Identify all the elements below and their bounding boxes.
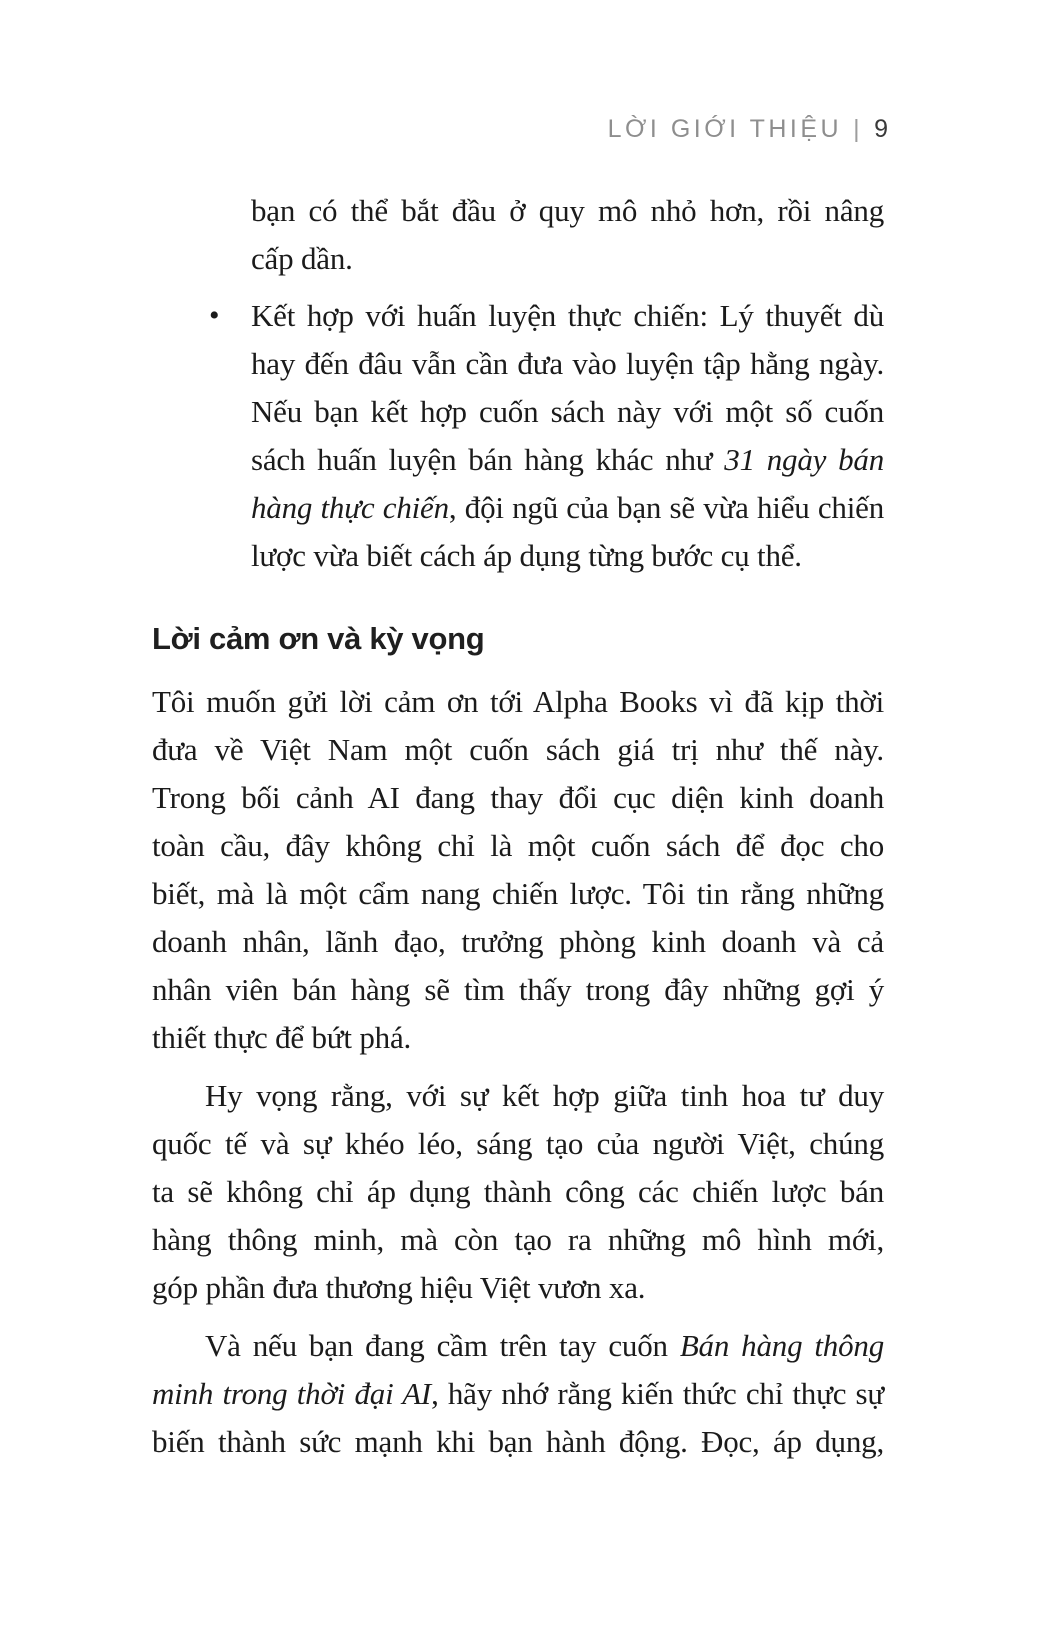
text-line — [251, 340, 884, 388]
text-line — [152, 918, 884, 966]
bullet-icon: • — [209, 299, 220, 332]
text-line — [152, 1322, 884, 1370]
text-line — [251, 436, 884, 484]
text-segment: Nếu bạn kết hợp cuốn sách này với một số cuốn — [251, 394, 884, 429]
text-segment: biến thành sức mạnh khi bạn hành động. Đọc, áp dụng, — [152, 1424, 884, 1459]
italic-text-segment: minh trong thời đại AI — [152, 1376, 432, 1411]
text-line — [152, 870, 884, 918]
italic-text-segment: 31 ngày bán — [724, 442, 884, 477]
text-line — [152, 1216, 884, 1264]
text-segment: Trong bối cảnh AI đang thay đổi cục diện kinh doanh — [152, 780, 884, 815]
paragraph-hope — [152, 1072, 884, 1312]
paragraph-closing — [152, 1322, 884, 1466]
text-line — [152, 822, 884, 870]
page-text-column — [152, 187, 884, 1466]
bullet-item-text — [251, 292, 884, 580]
text-line — [152, 1264, 884, 1312]
text-line — [152, 1370, 884, 1418]
text-line — [251, 187, 884, 235]
text-line — [152, 966, 884, 1014]
text-segment: lược vừa biết cách áp dụng từng bước cụ thể. — [251, 538, 802, 573]
text-line — [152, 1418, 884, 1466]
text-segment: doanh nhân, lãnh đạo, trưởng phòng kinh doanh và cả — [152, 924, 884, 959]
header-separator-bar: | — [853, 115, 864, 143]
text-segment: nhân viên bán hàng sẽ tìm thấy trong đây những gợi ý — [152, 972, 884, 1007]
text-line — [251, 292, 884, 340]
text-segment: sách huấn luyện bán hàng khác như — [251, 442, 725, 477]
text-line — [152, 678, 884, 726]
running-header — [608, 112, 888, 146]
text-line — [152, 774, 884, 822]
text-segment: Và nếu bạn đang cầm trên tay cuốn — [205, 1328, 680, 1363]
text-segment: hay đến đâu vẫn cần đưa vào luyện tập hằng ngày. — [251, 346, 884, 381]
text-line — [152, 1072, 884, 1120]
text-line — [251, 235, 884, 283]
text-segment: góp phần đưa thương hiệu Việt vươn xa. — [152, 1270, 646, 1305]
page-number: 9 — [874, 115, 888, 143]
text-line — [251, 484, 884, 532]
text-line — [152, 726, 884, 774]
bullet-list-item — [152, 292, 884, 580]
text-segment: đưa về Việt Nam một cuốn sách giá trị như thế này. — [152, 732, 884, 767]
text-segment: quốc tế và sự khéo léo, sáng tạo của người Việt, chúng — [152, 1126, 884, 1161]
section-heading: Lời cảm ơn và kỳ vọng — [152, 621, 485, 656]
text-segment: toàn cầu, đây không chỉ là một cuốn sách để đọc cho — [152, 828, 884, 863]
text-segment: bạn có thể bắt đầu ở quy mô nhỏ hơn, rồi nâng — [251, 193, 884, 228]
text-line — [152, 1168, 884, 1216]
text-segment: Tôi muốn gửi lời cảm ơn tới Alpha Books vì đã kịp thời — [152, 684, 884, 719]
text-line — [152, 1120, 884, 1168]
text-segment: biết, mà là một cẩm nang chiến lược. Tôi tin rằng những — [152, 876, 884, 911]
text-segment: ta sẽ không chỉ áp dụng thành công các chiến lược bán — [152, 1174, 884, 1209]
paragraph-acknowledgement — [152, 678, 884, 1062]
italic-text-segment: Bán hàng thông — [679, 1328, 884, 1363]
text-segment: , đội ngũ của bạn sẽ vừa hiểu chiến — [448, 490, 884, 525]
text-segment: thiết thực để bứt phá. — [152, 1020, 412, 1055]
chapter-title: LỜI GIỚI THIỆU — [607, 115, 843, 143]
text-segment: hàng thông minh, mà còn tạo ra những mô hình mới, — [152, 1222, 884, 1257]
text-segment: cấp dần. — [251, 241, 353, 276]
italic-text-segment: hàng thực chiến — [251, 490, 449, 525]
text-line — [251, 532, 884, 580]
bullet-item-continuation — [152, 187, 884, 283]
text-segment: Hy vọng rằng, với sự kết hợp giữa tinh hoa tư duy — [205, 1078, 884, 1113]
text-line — [152, 1014, 884, 1062]
text-segment: , hãy nhớ rằng kiến thức chỉ thực sự — [431, 1376, 884, 1411]
text-line — [251, 388, 884, 436]
text-segment: Kết hợp với huấn luyện thực chiến: Lý thuyết dù — [251, 298, 884, 333]
